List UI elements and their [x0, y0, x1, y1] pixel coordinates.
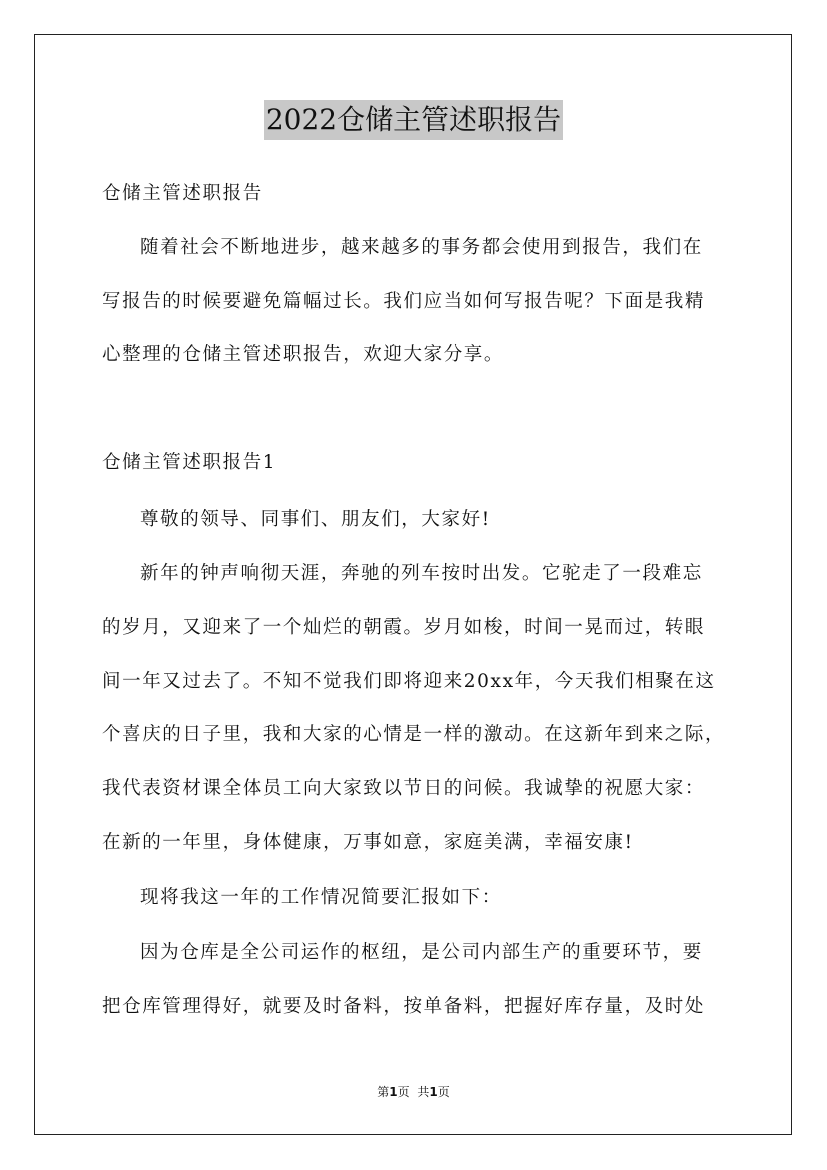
paragraph3-line-1: 因为仓库是全公司运作的枢纽，是公司内部生产的重要环节，要 — [140, 942, 703, 963]
document-title: 2022仓储主管述职报告 — [264, 100, 563, 140]
paragraph1-line-2: 的岁月，又迎来了一个灿烂的朝霞。岁月如梭，时间一晃而过，转眼 — [102, 617, 706, 638]
paragraph1-line-4: 个喜庆的日子里，我和大家的心情是一样的激动。在这新年到来之际， — [102, 724, 726, 745]
section-heading: 仓储主管述职报告1 — [102, 452, 277, 473]
intro-line-2: 写报告的时候要避免篇幅过长。我们应当如何写报告呢？下面是我精 — [102, 291, 706, 312]
footer-page-prefix: 第 — [377, 1085, 390, 1099]
paragraph1-line-3: 间一年又过去了。不知不觉我们即将迎来20xx年，今天我们相聚在这 — [102, 671, 716, 692]
footer-total-pages: 1 — [429, 1085, 438, 1099]
footer-page-mid: 页 — [397, 1085, 410, 1099]
footer-total-suffix: 页 — [437, 1085, 450, 1099]
intro-line-1: 随着社会不断地进步，越来越多的事务都会使用到报告，我们在 — [140, 237, 703, 258]
document-subtitle: 仓储主管述职报告 — [102, 183, 263, 204]
footer-page-number: 1 — [389, 1085, 398, 1099]
paragraph1-line-5: 我代表资材课全体员工向大家致以节日的问候。我诚挚的祝愿大家： — [102, 778, 706, 799]
paragraph1-line-6: 在新的一年里，身体健康，万事如意，家庭美满，幸福安康! — [102, 832, 634, 853]
greeting: 尊敬的领导、同事们、朋友们，大家好! — [140, 509, 491, 530]
title-wrap — [0, 100, 827, 140]
intro-line-3: 心整理的仓储主管述职报告，欢迎大家分享。 — [102, 344, 505, 365]
paragraph3-line-2: 把仓库管理得好，就要及时备料，按单备料，把握好库存量，及时处 — [102, 996, 706, 1017]
paragraph2: 现将我这一年的工作情况简要汇报如下： — [140, 887, 502, 908]
footer-total-prefix: 共 — [417, 1085, 430, 1099]
paragraph1-line-1: 新年的钟声响彻天涯，奔驰的列车按时出发。它驼走了一段难忘 — [140, 563, 703, 584]
page-footer — [0, 1084, 827, 1100]
